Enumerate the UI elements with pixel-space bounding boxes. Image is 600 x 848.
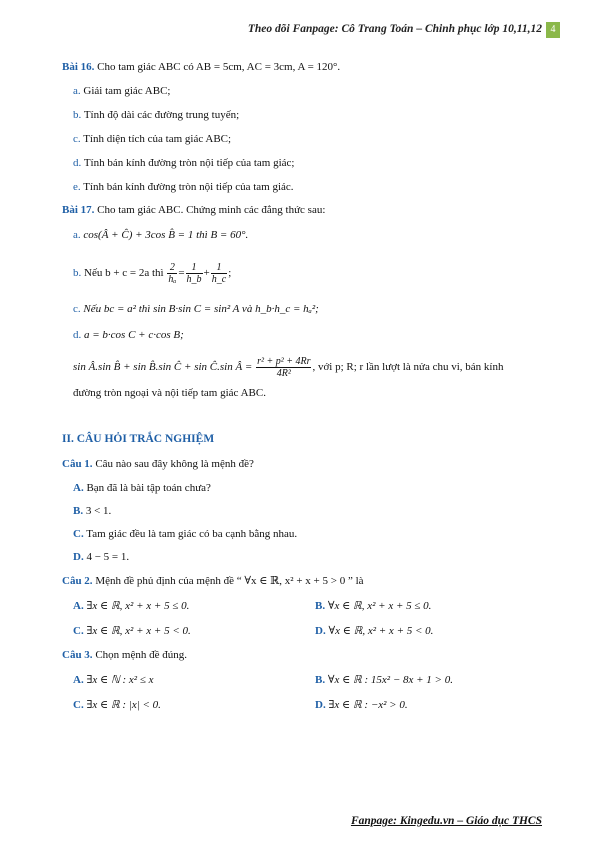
item-letter: b. — [73, 267, 82, 279]
answer-option — [73, 624, 191, 638]
answer-option — [315, 599, 431, 613]
item-text: Tính độ dài các đường trung tuyến; — [83, 109, 240, 121]
option-letter: A. — [73, 674, 84, 686]
item-letter: a. — [73, 229, 81, 241]
list-item — [73, 84, 170, 98]
item-text: Tính bán kính đường tròn nội tiếp của tam giác. — [83, 181, 294, 193]
answer-option — [73, 504, 111, 518]
option-letter: D. — [315, 625, 326, 637]
exercise-label: Bài 16. — [62, 61, 95, 73]
list-item — [73, 328, 184, 342]
formula-continuation: đường tròn ngoại và nội tiếp tam giác ABC. — [73, 387, 266, 399]
option-text: ∀x ∈ ℝ, x² + x + 5 < 0. — [328, 625, 434, 637]
option-text: 3 < 1. — [85, 505, 112, 517]
exercise-17 — [62, 203, 325, 217]
answer-option — [315, 673, 453, 687]
item-letter: a. — [73, 85, 81, 97]
item-text: Nếu b + c = 2a thì — [84, 267, 164, 279]
answer-option — [73, 481, 211, 495]
question-label: Câu 2. — [62, 575, 93, 587]
option-letter: D. — [73, 551, 84, 563]
question-label: Câu 1. — [62, 458, 93, 470]
item-text: Tính bán kính đường tròn nội tiếp của tam giác; — [83, 157, 295, 169]
option-text: ∃x ∈ ℝ, x² + x + 5 < 0. — [86, 625, 191, 637]
option-text: ∀x ∈ ℝ, x² + x + 5 ≤ 0. — [327, 600, 432, 612]
option-text: ∃x ∈ ℝ : |x| < 0. — [86, 699, 161, 711]
formula-lhs: sin Â.sin B̂ + sin B̂.sin Ĉ + sin Ĉ.sin Â = — [73, 361, 253, 373]
question-label: Câu 3. — [62, 649, 93, 661]
list-item — [73, 108, 239, 122]
item-text: Nếu bc = a² thì sin B·sin C = sin² A và h_b·h_c = hₐ²; — [83, 303, 319, 315]
list-item — [73, 156, 294, 170]
option-text: 4 − 5 = 1. — [86, 551, 130, 563]
option-letter: D. — [315, 699, 326, 711]
item-letter: e. — [73, 181, 81, 193]
item-letter: c. — [73, 303, 81, 315]
item-letter: c. — [73, 133, 81, 145]
page-number: 4 — [546, 22, 560, 38]
option-text: Bạn đã là bài tập toán chưa? — [86, 482, 211, 494]
page-footer: Fanpage: Kingedu.vn – Giáo dục THCS — [350, 815, 542, 827]
formula-text: , với p; R; r lần lượt là nửa chu vi, bán kính — [312, 361, 504, 373]
exercise-16 — [62, 60, 340, 74]
list-item — [73, 302, 319, 316]
formula-line — [73, 352, 503, 382]
question-text: Câu nào sau đây không là mệnh đề? — [95, 458, 254, 470]
answer-option — [315, 698, 408, 712]
option-text: Tam giác đều là tam giác có ba cạnh bằng nhau. — [86, 528, 298, 540]
answer-option — [73, 698, 161, 712]
answer-option — [73, 527, 297, 541]
answer-option — [73, 599, 189, 613]
fraction: $\frac{1}{h\_b}$ — [186, 261, 202, 285]
option-letter: C. — [73, 625, 84, 637]
option-letter: A. — [73, 482, 84, 494]
list-item: b. Nếu b + c = 2a thì $\frac{2}{\text{hₐ}}$ = $\frac{1}{h\_b}$ + $\frac{1}{h\_c}$ ; — [73, 261, 232, 285]
item-letter: d. — [73, 157, 82, 169]
item-text: Giải tam giác ABC; — [83, 85, 171, 97]
answer-option — [73, 550, 129, 564]
option-text: ∃x ∈ ℕ : x² ≤ x — [86, 674, 154, 686]
exercise-text: Cho tam giác ABC. Chứng minh các đẳng thức sau: — [97, 204, 326, 216]
option-letter: C. — [73, 528, 84, 540]
question-text: Mệnh đề phủ định của mệnh đề “ ∀x ∈ ℝ, x² + x + 5 > 0 ” là — [95, 575, 364, 587]
option-letter: A. — [73, 600, 84, 612]
header-title: Theo dõi Fanpage: Cô Trang Toán – Chinh phục lớp 10,11,12 — [247, 23, 542, 35]
question-2 — [62, 574, 364, 588]
item-letter: b. — [73, 109, 82, 121]
question-3 — [62, 648, 187, 662]
fraction: $\frac{\text{r² + p² + 4Rr}}{\text{4R²}}$ — [257, 355, 311, 379]
list-item — [73, 228, 248, 242]
answer-option — [315, 624, 433, 638]
question-text: Chọn mệnh đề đúng. — [95, 649, 187, 661]
item-text: a = b·cos C + c·cos B; — [84, 329, 184, 341]
option-text: ∃x ∈ ℝ : −x² > 0. — [328, 699, 408, 711]
option-letter: B. — [315, 674, 326, 686]
exercise-text: Cho tam giác ABC có AB = 5cm, AC = 3cm, A = 120°. — [97, 61, 341, 73]
question-1 — [62, 457, 254, 471]
option-text: ∀x ∈ ℝ : 15x² − 8x + 1 > 0. — [327, 674, 453, 686]
list-item — [73, 180, 294, 194]
option-letter: C. — [73, 699, 84, 711]
item-text: cos(Â + Ĉ) + 3cos B̂ = 1 thì B = 60°. — [83, 229, 249, 241]
option-letter: B. — [315, 600, 326, 612]
fraction: $\frac{1}{h\_c}$ — [211, 261, 227, 285]
section-title: II. CÂU HỎI TRẮC NGHIỆM — [62, 433, 215, 445]
fraction: $\frac{2}{\text{hₐ}}$ — [168, 261, 177, 285]
list-item — [73, 132, 231, 146]
option-text: ∃x ∈ ℝ, x² + x + 5 ≤ 0. — [86, 600, 190, 612]
option-letter: B. — [73, 505, 84, 517]
exercise-label: Bài 17. — [62, 204, 95, 216]
page-header — [0, 22, 600, 40]
item-text: Tính diện tích của tam giác ABC; — [83, 133, 232, 145]
answer-option — [73, 673, 154, 687]
item-letter: d. — [73, 329, 82, 341]
